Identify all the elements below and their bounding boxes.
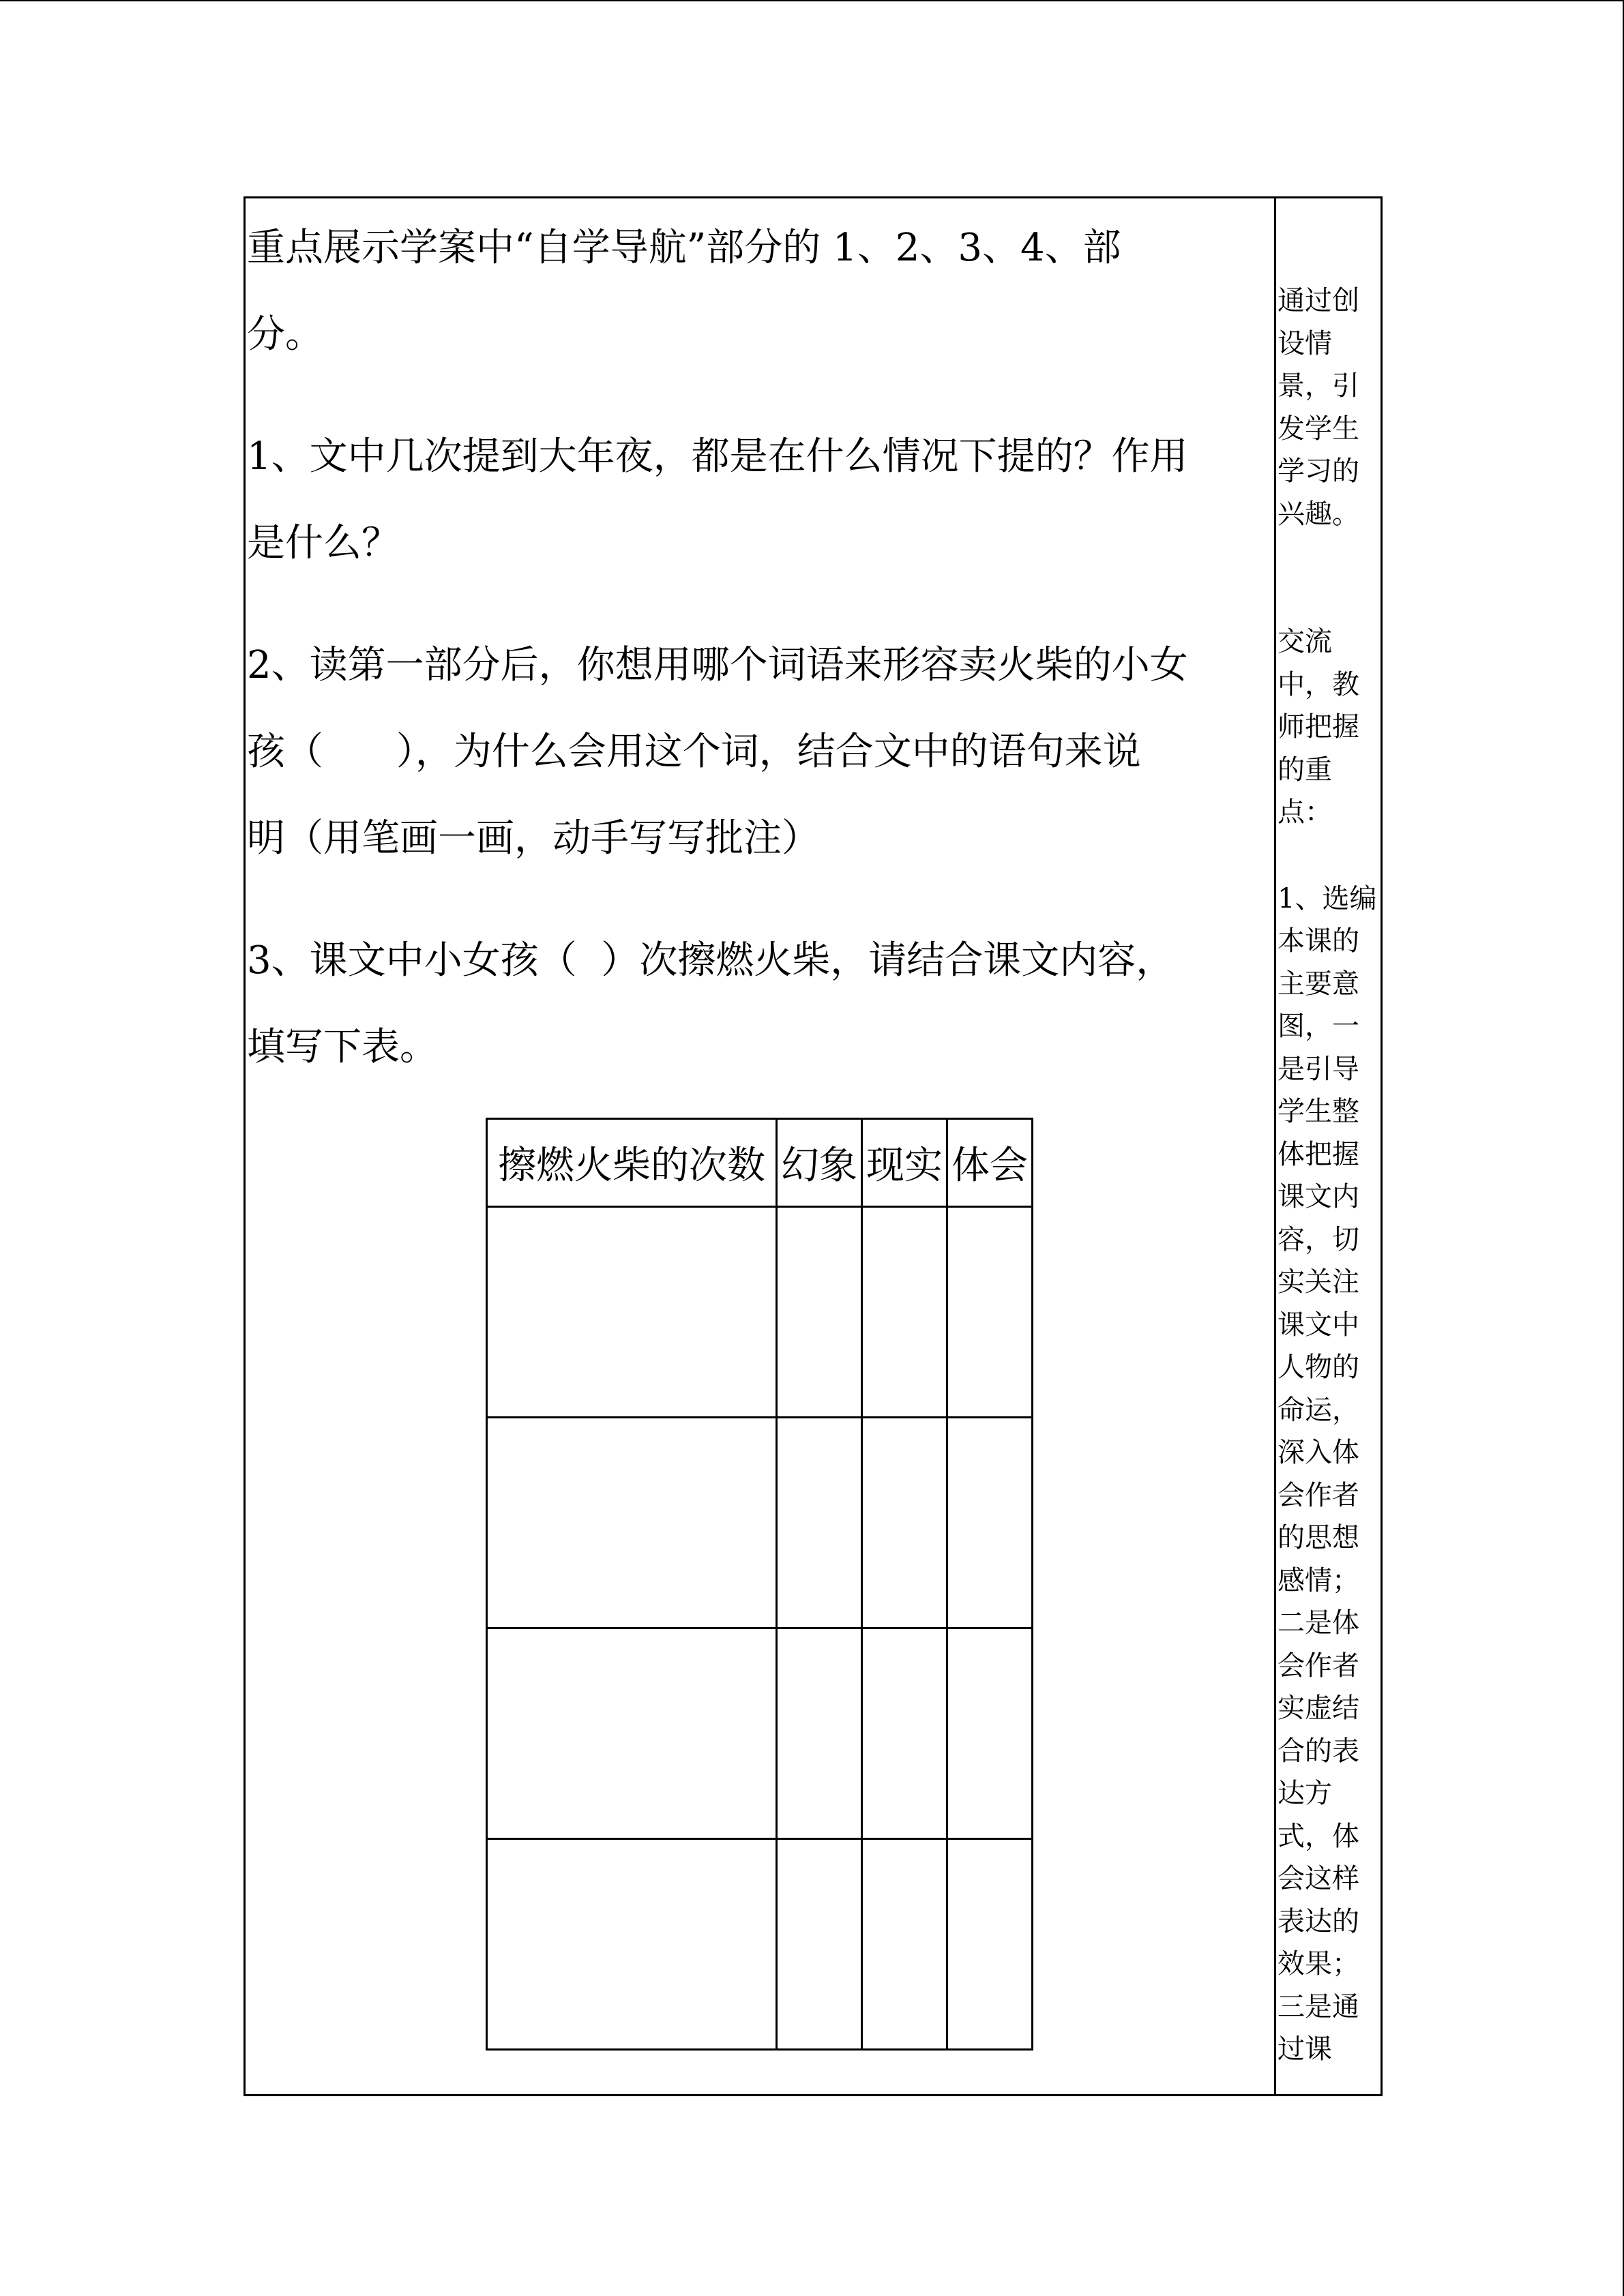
note-line: 实虚结 bbox=[1278, 1693, 1359, 1724]
note-line: 表达的 bbox=[1278, 1905, 1359, 1937]
header-reflection: 体会 bbox=[947, 1119, 1033, 1207]
table-cell[interactable] bbox=[947, 1207, 1033, 1418]
note-focus bbox=[1278, 621, 1380, 834]
note-line: 课文中 bbox=[1278, 1309, 1359, 1341]
table-cell[interactable] bbox=[777, 1207, 862, 1418]
note-line: 课文内 bbox=[1278, 1181, 1359, 1212]
note-line: 设情 bbox=[1278, 327, 1332, 359]
text-line: 1、文中几次提到大年夜，都是在什么情况下提的？作用 bbox=[247, 434, 1188, 479]
paragraph-intro bbox=[247, 205, 1263, 378]
note-line: 通过创 bbox=[1278, 285, 1359, 316]
column-divider bbox=[1274, 196, 1276, 2096]
table-row bbox=[487, 1628, 1033, 1839]
note-line: 会作者 bbox=[1278, 1650, 1359, 1682]
note-line: 师把握 bbox=[1278, 711, 1359, 743]
header-illusion: 幻象 bbox=[777, 1119, 862, 1207]
table-cell[interactable] bbox=[487, 1839, 777, 2050]
table-cell[interactable] bbox=[862, 1839, 947, 2050]
table-cell[interactable] bbox=[487, 1207, 777, 1418]
table-cell[interactable] bbox=[862, 1628, 947, 1839]
table-cell[interactable] bbox=[947, 1839, 1033, 2050]
note-line: 兴趣。 bbox=[1278, 498, 1359, 530]
table-cell[interactable] bbox=[777, 1839, 862, 2050]
text-line: 2、读第一部分后，你想用哪个词语来形容卖火柴的小女 bbox=[247, 643, 1188, 687]
text-line: 明（用笔画一画，动手写写批注） bbox=[247, 816, 820, 861]
text-line: 是什么？ bbox=[247, 521, 400, 565]
table-cell[interactable] bbox=[862, 1418, 947, 1628]
table-cell[interactable] bbox=[947, 1628, 1033, 1839]
note-line: 会作者 bbox=[1278, 1479, 1359, 1511]
side-notes bbox=[1278, 280, 1380, 2071]
note-line: 本课的 bbox=[1278, 925, 1359, 957]
header-reality: 现实 bbox=[862, 1119, 947, 1207]
text-line: 填写下表。 bbox=[247, 1025, 438, 1069]
note-line: 的思想 bbox=[1278, 1522, 1359, 1553]
note-line: 实关注 bbox=[1278, 1266, 1359, 1298]
note-line: 容，切 bbox=[1278, 1223, 1359, 1255]
note-line: 三是通 bbox=[1278, 1991, 1359, 2023]
text-line: 3、课文中小女孩（ ）次擦燃火柴，请结合课文内容， bbox=[247, 938, 1175, 983]
page-edge-top bbox=[0, 0, 1624, 1]
table-cell[interactable] bbox=[487, 1418, 777, 1628]
note-line: 式，体 bbox=[1278, 1820, 1359, 1852]
match-strike-table bbox=[486, 1118, 1033, 2051]
note-line: 点： bbox=[1278, 796, 1332, 828]
note-line: 深入体 bbox=[1278, 1437, 1359, 1468]
note-line: 人物的 bbox=[1278, 1352, 1359, 1383]
table-cell[interactable] bbox=[862, 1207, 947, 1418]
text-line: 分。 bbox=[247, 312, 323, 357]
note-line: 1、选编 bbox=[1278, 882, 1377, 914]
note-intent bbox=[1278, 878, 1380, 2071]
note-line: 学习的 bbox=[1278, 456, 1359, 487]
header-strike-count: 擦燃火柴的次数 bbox=[487, 1119, 777, 1207]
note-line: 命运， bbox=[1278, 1394, 1359, 1426]
note-line: 会这样 bbox=[1278, 1863, 1359, 1894]
table-row bbox=[487, 1839, 1033, 2050]
table-row bbox=[487, 1418, 1033, 1628]
note-line: 是引导 bbox=[1278, 1053, 1359, 1085]
question-2 bbox=[247, 622, 1263, 882]
main-cell bbox=[247, 205, 1263, 1090]
text-line: 孩（ ），为什么会用这个词，结合文中的语句来说 bbox=[247, 730, 1141, 774]
note-line: 学生整 bbox=[1278, 1096, 1359, 1127]
note-line: 主要意 bbox=[1278, 968, 1359, 1000]
table-header-row bbox=[487, 1119, 1033, 1207]
text-line: 重点展示学案中“自学导航”部分的 1、2、3、4、部 bbox=[247, 226, 1121, 270]
note-line: 的重 bbox=[1278, 754, 1332, 786]
question-1 bbox=[247, 413, 1263, 586]
note-line: 体把握 bbox=[1278, 1138, 1359, 1170]
note-line: 交流 bbox=[1278, 626, 1332, 657]
note-line: 图，一 bbox=[1278, 1011, 1359, 1042]
note-line: 达方 bbox=[1278, 1778, 1332, 1809]
note-purpose bbox=[1278, 280, 1380, 535]
table-cell[interactable] bbox=[487, 1628, 777, 1839]
note-line: 二是体 bbox=[1278, 1607, 1359, 1639]
note-line: 景，引 bbox=[1278, 370, 1359, 402]
question-3 bbox=[247, 917, 1263, 1090]
note-line: 效果； bbox=[1278, 1948, 1359, 1980]
note-line: 过课 bbox=[1278, 2033, 1332, 2065]
table-row bbox=[487, 1207, 1033, 1418]
note-line: 感情； bbox=[1278, 1564, 1359, 1596]
table-cell[interactable] bbox=[777, 1628, 862, 1839]
note-line: 发学生 bbox=[1278, 413, 1359, 445]
table-cell[interactable] bbox=[777, 1418, 862, 1628]
note-line: 合的表 bbox=[1278, 1735, 1359, 1767]
table-cell[interactable] bbox=[947, 1418, 1033, 1628]
note-line: 中，教 bbox=[1278, 668, 1359, 700]
